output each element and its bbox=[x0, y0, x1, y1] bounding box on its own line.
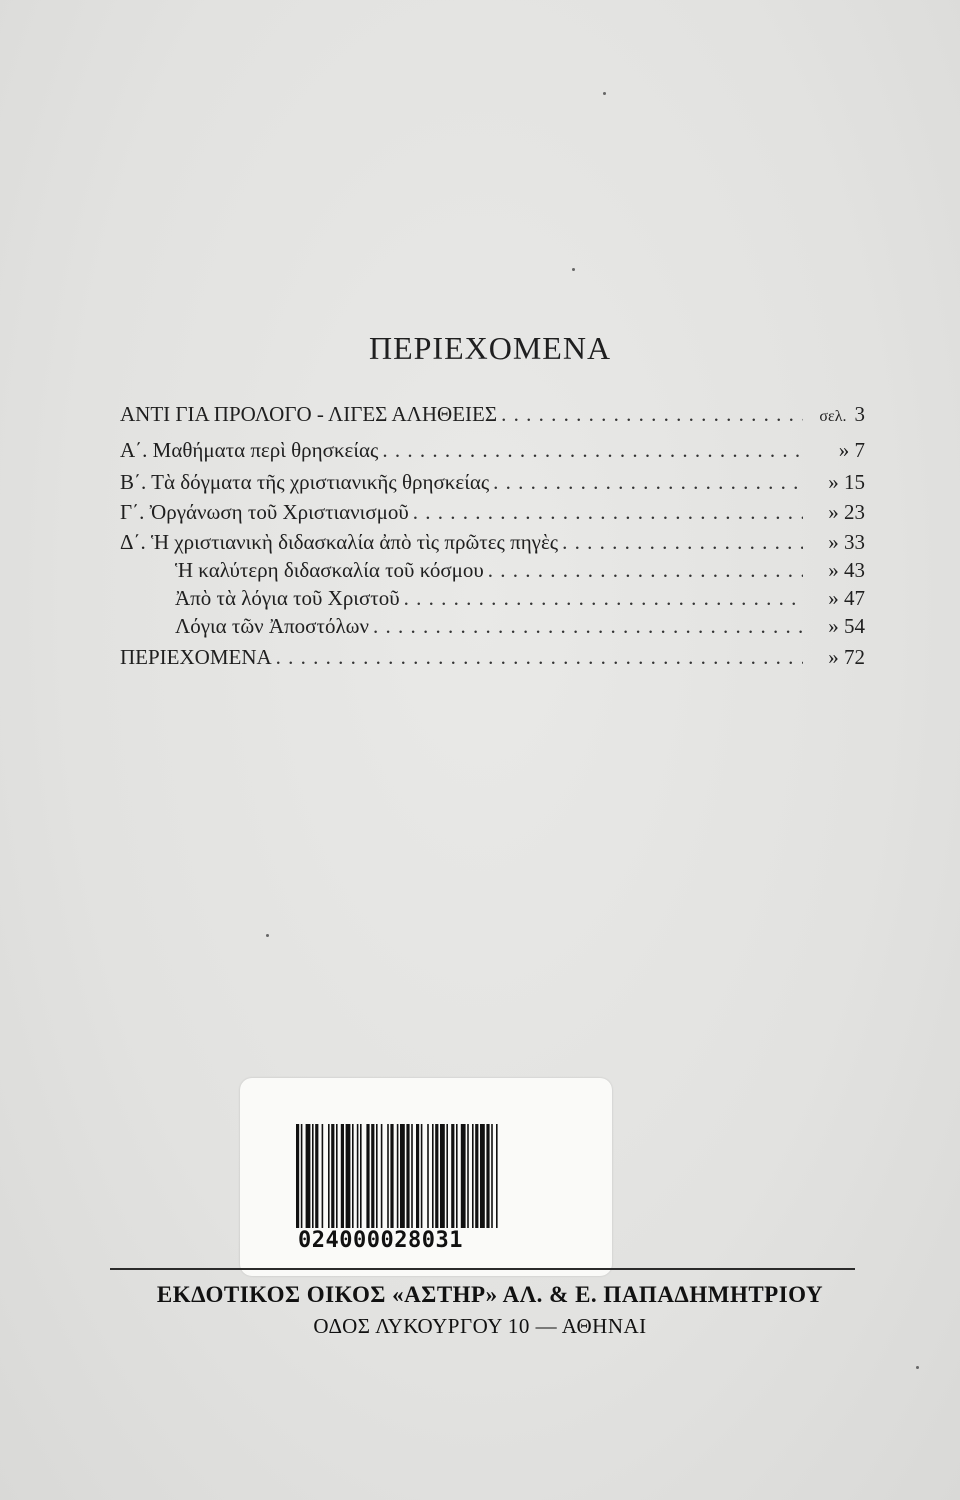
toc-entry bbox=[175, 586, 865, 614]
toc-entry-title: Ἀπὸ τὰ λόγια τοῦ Χριστοῦ bbox=[175, 586, 400, 610]
toc-entry bbox=[120, 470, 865, 498]
leader-dots bbox=[378, 438, 803, 463]
leader-dots bbox=[484, 558, 803, 583]
barcode-sticker bbox=[240, 1078, 612, 1276]
toc-entry bbox=[120, 438, 865, 466]
leader-dots bbox=[489, 470, 803, 495]
publisher-divider bbox=[110, 1268, 855, 1270]
toc-entry-title: ΑΝΤΙ ΓΙΑ ΠΡΟΛΟΓΟ - ΛΙΓΕΣ ΑΛΗΘΕΙΕΣ bbox=[120, 402, 498, 426]
toc-entry-title: Γ΄. Ὀργάνωση τοῦ Χριστιανισμοῦ bbox=[120, 500, 409, 524]
toc-entry bbox=[120, 500, 865, 528]
leader-dots bbox=[558, 530, 803, 555]
table-of-contents bbox=[0, 0, 960, 700]
toc-entry-page: » 47 bbox=[828, 586, 865, 610]
toc-entry bbox=[175, 558, 865, 586]
toc-entry-page: » 54 bbox=[828, 614, 865, 638]
toc-entry bbox=[120, 530, 865, 558]
toc-entry-page: » 15 bbox=[828, 470, 865, 494]
toc-entry-title: Α΄. Μαθήματα περὶ θρησκείας bbox=[120, 438, 379, 462]
toc-entry bbox=[120, 645, 865, 673]
toc-entry-page: » 33 bbox=[828, 530, 865, 554]
page-prefix: σελ. bbox=[819, 408, 847, 425]
toc-entry-page: » 43 bbox=[828, 558, 865, 582]
barcode-icon bbox=[296, 1124, 558, 1228]
toc-entry-page bbox=[803, 402, 865, 427]
paper-speck bbox=[266, 934, 269, 937]
paper-speck bbox=[603, 92, 606, 95]
barcode-number: 024000028031 bbox=[298, 1228, 463, 1253]
toc-entry-title: Ἡ καλύτερη διδασκαλία τοῦ κόσμου bbox=[175, 558, 484, 582]
publisher-name: ΕΚΔΟΤΙΚΟΣ ΟΙΚΟΣ «ΑΣΤΗΡ» ΑΛ. & Ε. ΠΑΠΑΔΗΜΗΤΡΙΟΥ bbox=[156, 1282, 824, 1307]
toc-entry-title: Β΄. Τὰ δόγματα τῆς χριστιανικῆς θρησκείας bbox=[120, 470, 490, 494]
leader-dots bbox=[369, 614, 803, 639]
leader-dots bbox=[400, 586, 803, 611]
toc-entry-page: » 72 bbox=[828, 645, 865, 669]
toc-entry bbox=[175, 614, 865, 642]
toc-entry-page: » 7 bbox=[838, 438, 865, 462]
publisher-address: ΟΔΟΣ ΛΥΚΟΥΡΓΟΥ 10 — ΑΘΗΝΑΙ bbox=[313, 1314, 647, 1338]
contents-heading: ΠΕΡΙΕΧΟΜΕΝΑ bbox=[368, 330, 612, 366]
leader-dots bbox=[272, 645, 803, 670]
toc-entry-title: Λόγια τῶν Ἀποστόλων bbox=[175, 614, 369, 638]
leader-dots bbox=[409, 500, 803, 525]
toc-entry-title: ΠΕΡΙΕΧΟΜΕΝΑ bbox=[120, 645, 272, 669]
toc-entry-page: » 23 bbox=[828, 500, 865, 524]
leader-dots bbox=[497, 402, 803, 427]
page-number: 3 bbox=[854, 402, 865, 426]
toc-entry-title: Δ΄. Ἡ χριστιανικὴ διδασκαλία ἀπὸ τὶς πρῶτες πηγὲς bbox=[120, 530, 559, 554]
paper-speck bbox=[572, 268, 575, 271]
toc-entry bbox=[120, 402, 865, 430]
paper-speck bbox=[916, 1366, 919, 1369]
